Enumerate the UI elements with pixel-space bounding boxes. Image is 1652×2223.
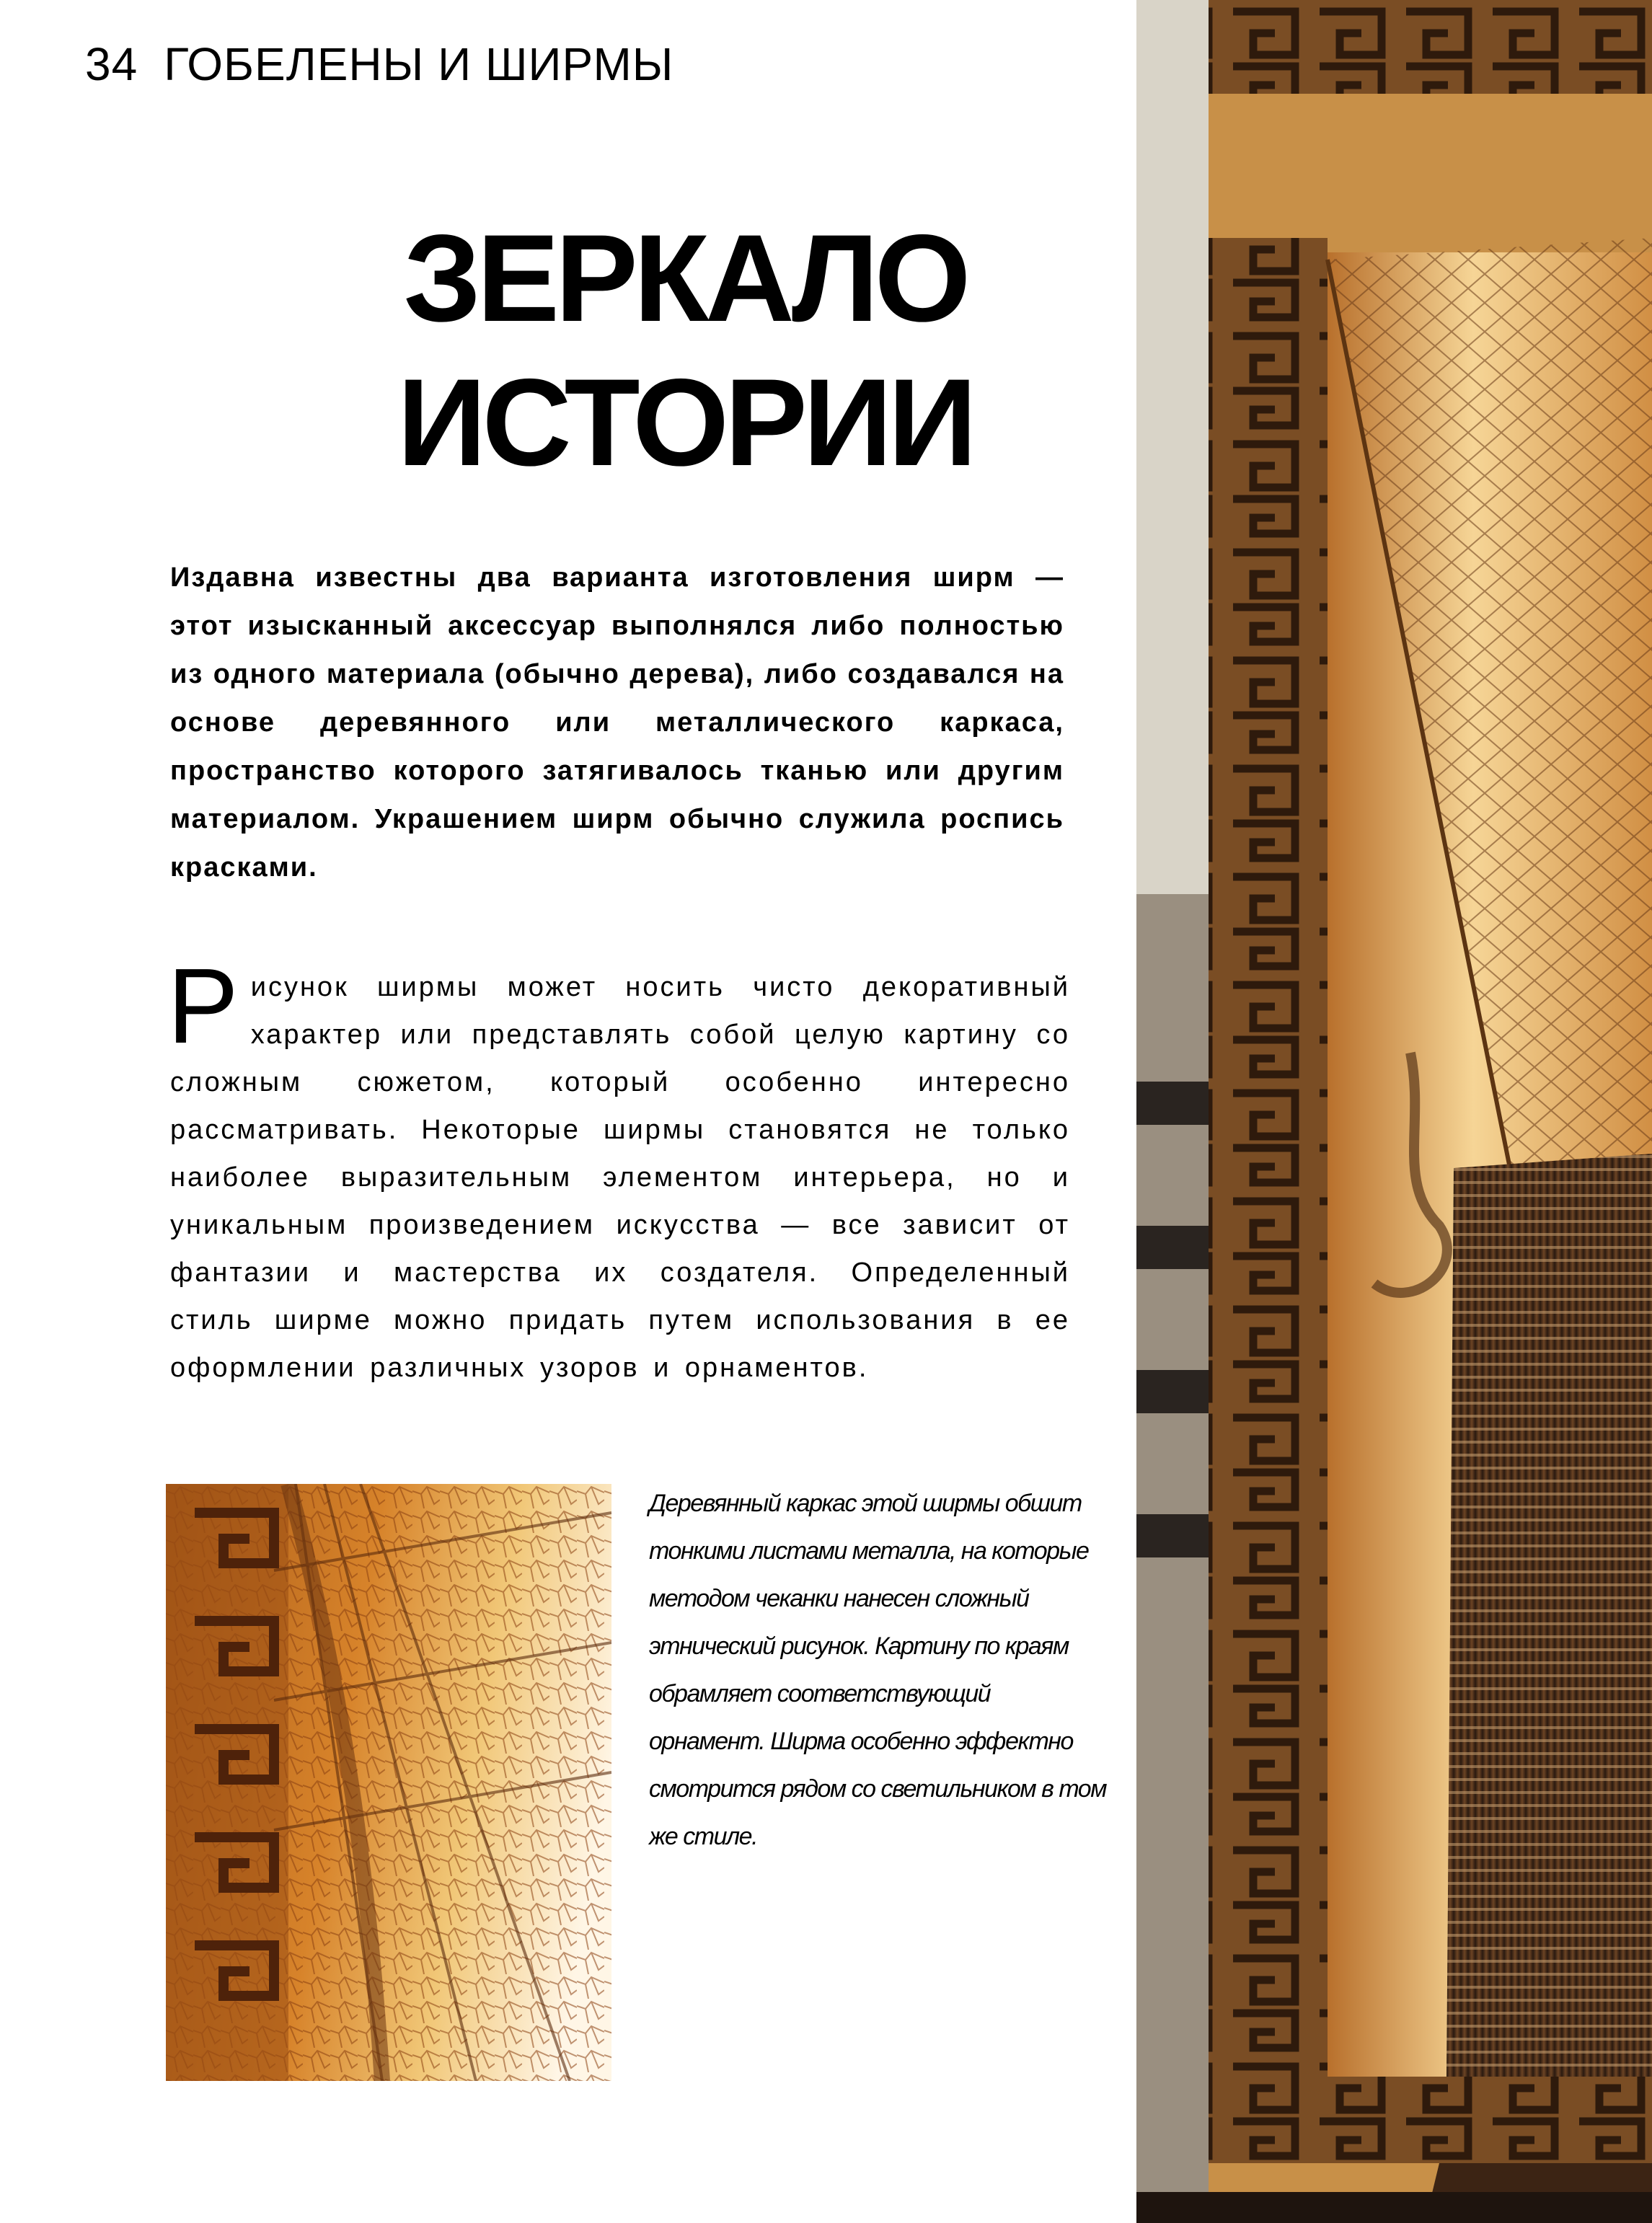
drop-cap: Р	[167, 947, 241, 1066]
body-paragraph	[167, 947, 1070, 1392]
page-number: 34	[85, 38, 138, 90]
running-head	[85, 37, 673, 91]
screen-detail-photo	[166, 1484, 611, 2081]
section-title: ГОБЕЛЕНЫ И ШИРМЫ	[164, 38, 674, 90]
article-title-line-2: ИСТОРИИ	[397, 353, 973, 492]
intro-paragraph: Издавна известны два варианта изготовления ширм — этот изысканный аксессуар выполнялся либо полностью из одного материала (обычно дерева), либо создавался на основе деревянного или металлического каркаса, пространство которого затягивалось тканью или другим материалом. Украшением ширм обычно служила роспись красками.	[170, 562, 1064, 883]
body-text: исунок ширмы может носить чисто декоративный характер или представлять собой целую картину со сложным сюжетом, который особенно интересно рассматривать. Некоторые ширмы становятся не только наиболее выразительным элементом интерьера, но и уникальным произведением искусства — все зависит от фантазии и мастерства их создателя. Определенный стиль ширме можно придать путем использования в ее оформлении различных узоров и орнаментов.	[170, 972, 1070, 1383]
screen-photo	[1136, 0, 1652, 2223]
article-title-line-1: ЗЕРКАЛО	[403, 209, 967, 348]
photo-caption: Деревянный каркас этой ширмы обшит тонкими листами металла, на которые методом чеканки нанесен сложный этнический рисунок. Картину по краям обрамляет соответствующий орнамент. Ширма особенно эффектно смотрится рядом со светильником в том же стиле.	[649, 1490, 1107, 1850]
